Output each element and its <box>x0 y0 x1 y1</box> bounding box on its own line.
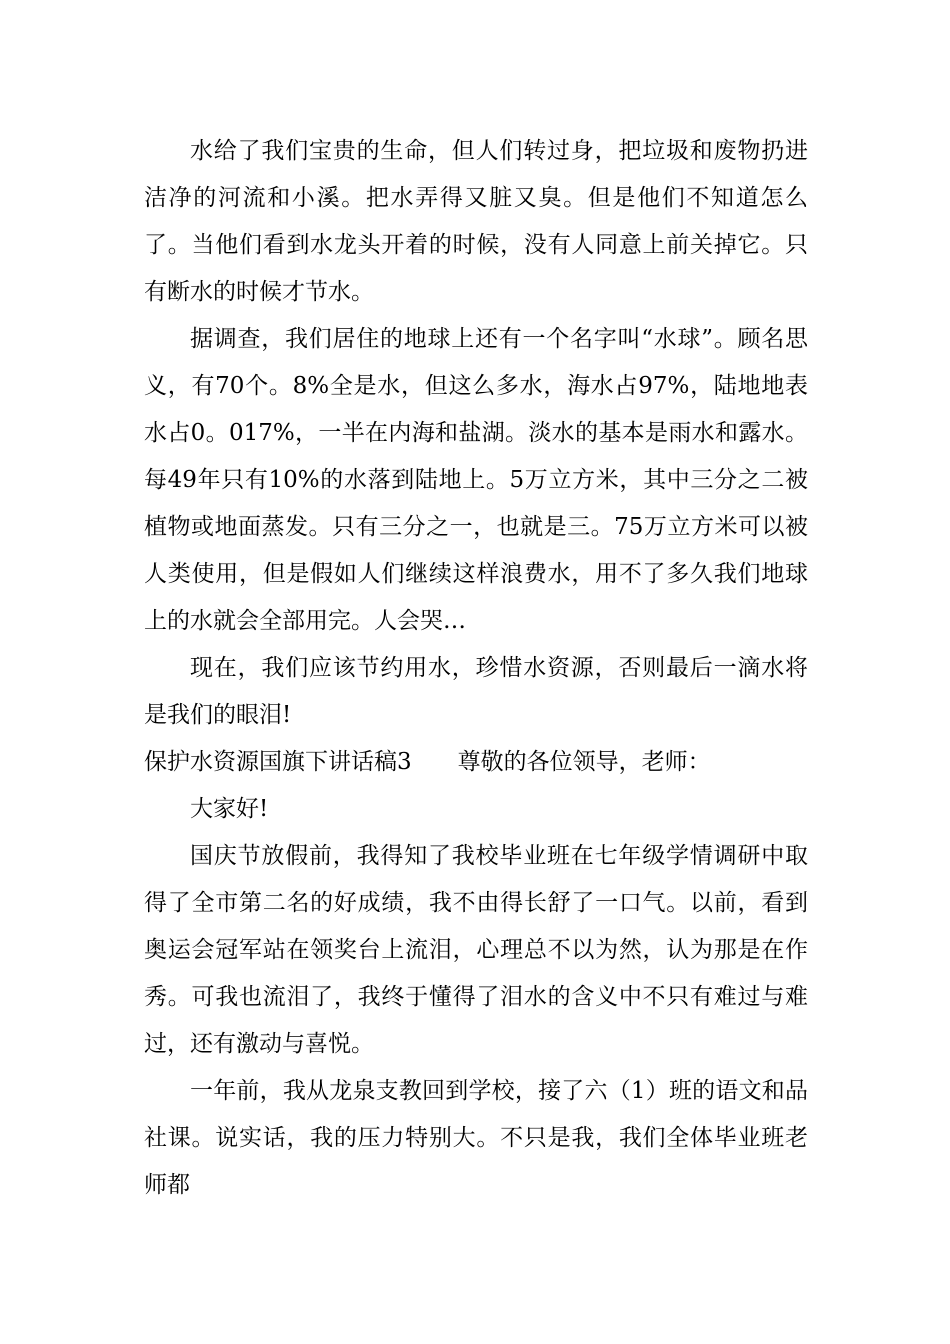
paragraph-one-year-ago: 一年前，我从龙泉支教回到学校，接了六（1）班的语文和品社课。说实话，我的压力特别大。不只是我，我们全体毕业班老师都 <box>144 1078 808 1198</box>
paragraph-national-day: 国庆节放假前，我得知了我校毕业班在七年级学情调研中取得了全市第二名的好成绩，我不由得长舒了一口气。以前，看到奥运会冠军站在领奖台上流泪，心理总不以为然，认为那是在作秀。可我也流泪了，我终于懂得了泪水的含义中不只有难过与难过，还有激动与喜悦。 <box>144 843 808 1057</box>
salutation: 尊敬的各位领导，老师： <box>457 749 711 775</box>
document-body <box>144 128 808 1209</box>
paragraph-greeting: 大家好! <box>190 796 269 822</box>
paragraph-water-survey: 据调查，我们居住的地球上还有一个名字叫“水球”。顾名思义，有70个。8%全是水，但这么多水，海水占97%，陆地地表水占0。017%，一半在内海和盐湖。淡水的基本是雨水和露水。每49年只有10%的水落到陆地上。5万立方米，其中三分之二被植物或地面蒸发。只有三分之一，也就是三。75万立方米可以被人类使用，但是假如人们继续这样浪费水，用不了多久我们地球上的水就会全部用完。人会哭… <box>144 326 808 634</box>
paragraph-water-pollution: 水给了我们宝贵的生命，但人们转过身，把垃圾和废物扔进洁净的河流和小溪。把水弄得又脏又臭。但是他们不知道怎么了。当他们看到水龙头开着的时候，没有人同意上前关掉它。只有断水的时候才节水。 <box>144 138 808 305</box>
paragraph-save-water: 现在，我们应该节约用水，珍惜水资源，否则最后一滴水将是我们的眼泪! <box>144 655 808 728</box>
section-title: 保护水资源国旗下讲话稿3 <box>144 749 412 775</box>
section-heading-line <box>144 739 808 786</box>
